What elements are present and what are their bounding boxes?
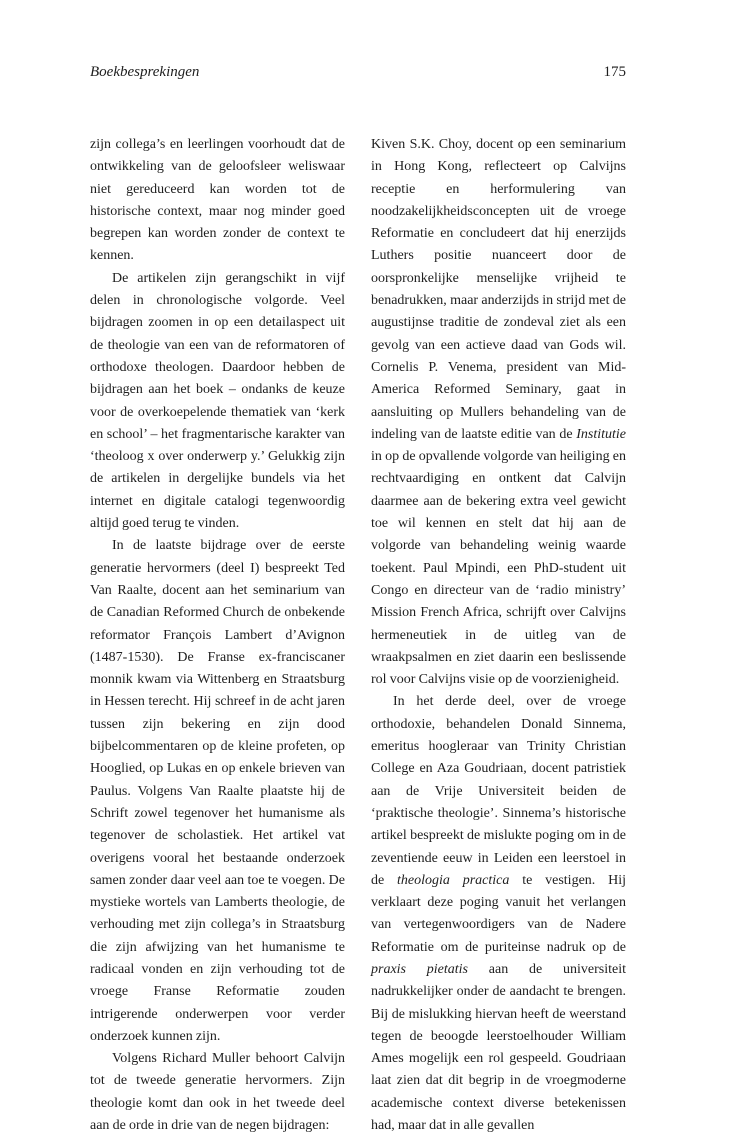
- paragraph: De artikelen zijn gerangschikt in vijf delen in chronologische volgorde. Veel bijdragen zoomen in op een detailaspect uit de theologie van een van de reformatoren of orthodoxe theologen. Daardoor hebben de bijdragen aan het boek – ondanks de keuze voor de overkoepelende thematiek van ‘kerk en school’ – het fragmentarische karakter van ‘theoloog x over onderwerp y.’ Gelukkig zijn de artikelen in dergelijke bundels via het internet en digitale catalogi tegenwoordig altijd goed terug te vinden.: [90, 270, 345, 532]
- italic-term: theologia practica: [397, 872, 510, 888]
- text-run: aan de universiteit nadrukkelijker onder de aandacht te brengen. Bij de mislukking hiervan heeft de weerstand tegen de beoogde leerstoelhouder William Ames mogelijk een rol gespeeld. Goudriaan laat zien dat dit begrip in de vroegmoderne academische context diverse betekenissen had, maar dat in alle gevallen: [371, 961, 627, 1134]
- page-number: 175: [603, 64, 626, 80]
- running-head: [90, 64, 626, 81]
- text-run: in op de opvallende volgorde van heiliging en rechtvaardiging en ontkent dat Calvijn daarmee aan de bekering extra veel gewicht toe wil kennen en stelt dat hij aan de volgorde van behandeling weinig waarde toekent. Paul Mpindi, een PhD-student uit Congo en directeur van de ‘radio ministry’ Mission French Africa, schrijft over Calvijns hermeneutiek in de uitleg van de wraakpsalmen en ziet daarin een beslissende rol voor Calvijns visie op de voorzienigheid.: [371, 449, 626, 688]
- text-run: In het derde deel, over de vroege orthodoxie, behandelen Donald Sinnema, emeritus hoogleraar van Trinity Christian College en Aza Goudriaan, docent patristiek aan de Vrije Universiteit beiden de ‘praktische theologie’. Sinnema’s historische artikel bespreekt de mislukte poging om in de zeventiende eeuw in Leiden een leerstoel in de: [371, 694, 626, 888]
- paragraph: In de laatste bijdrage over de eerste generatie hervormers (deel I) bespreekt Ted Van Raalte, docent aan het seminarium van de Canadian Reformed Church de onbekende reformator François Lambert d’Avignon (1487-1530). De Franse ex-franciscaner monnik kwam via Wittenberg en Straatsburg in Hessen terecht. Hij schreef in de acht jaren tussen zijn bekering en zijn dood bijbelcommentaren op de kleine profeten, op Hooglied, op Lukas en op enkele brieven van Paulus. Volgens Van Raalte plaatste hij de Schrift zowel tegenover het humanisme als tegenover de scholastiek. Het artikel vat overigens vooral het bestaande onderzoek samen zonder daar veel aan toe te voegen. De mystieke wortels van Lamberts theologie, de verhouding met zijn collega’s in Straatsburg die zijn afwijzing van het humanisme te radicaal vonden en zijn verhouding tot de vroege Franse Reformatie zouden intrigerende onderwerpen voor verder onderzoek kunnen zijn.: [90, 538, 345, 1044]
- right-column: [371, 134, 626, 1137]
- paragraph: Volgens Richard Muller behoort Calvijn tot de tweede generatie hervormers. Zijn theologie komt dan ook in het tweede deel aan de orde in drie van de negen bijdragen:: [90, 1051, 345, 1134]
- italic-term: Institutie: [576, 426, 626, 442]
- left-column: [90, 134, 345, 1137]
- italic-term: praxis pietatis: [371, 961, 469, 977]
- text-run: te vestigen. Hij verklaart deze poging vanuit het verlangen van vertegenwoordigers van de Nadere Reformatie om de puriteinse nadruk op de: [371, 872, 626, 955]
- paragraph: [371, 691, 626, 1137]
- running-head-title: Boekbesprekingen: [90, 64, 200, 80]
- text-run: Kiven S.K. Choy, docent op een seminarium in Hong Kong, reflecteert op Calvijns receptie en herformulering van noodzakelijkheidsconcepten uit de vroege Reformatie en concludeert dat hij enerzijds Luthers positie nuanceert door de oorspronkelijke menselijke vrijheid te benadrukken, maar anderzijds in strijd met de augustijnse traditie de zondeval ziet als een gevolg van een actieve daad van Gods wil. Cornelis P. Venema, president van Mid-America Reformed Seminary, gaat in aansluiting op Mullers behandeling van de indeling van de laatste editie van de: [371, 137, 626, 442]
- paragraph: [371, 134, 626, 691]
- paragraph: zijn collega’s en leerlingen voorhoudt dat de ontwikkeling van de geloofsleer weliswaar niet gereduceerd kan worden tot de historische context, maar nog minder goed begrepen kan worden zonder de context te kennen.: [90, 137, 345, 264]
